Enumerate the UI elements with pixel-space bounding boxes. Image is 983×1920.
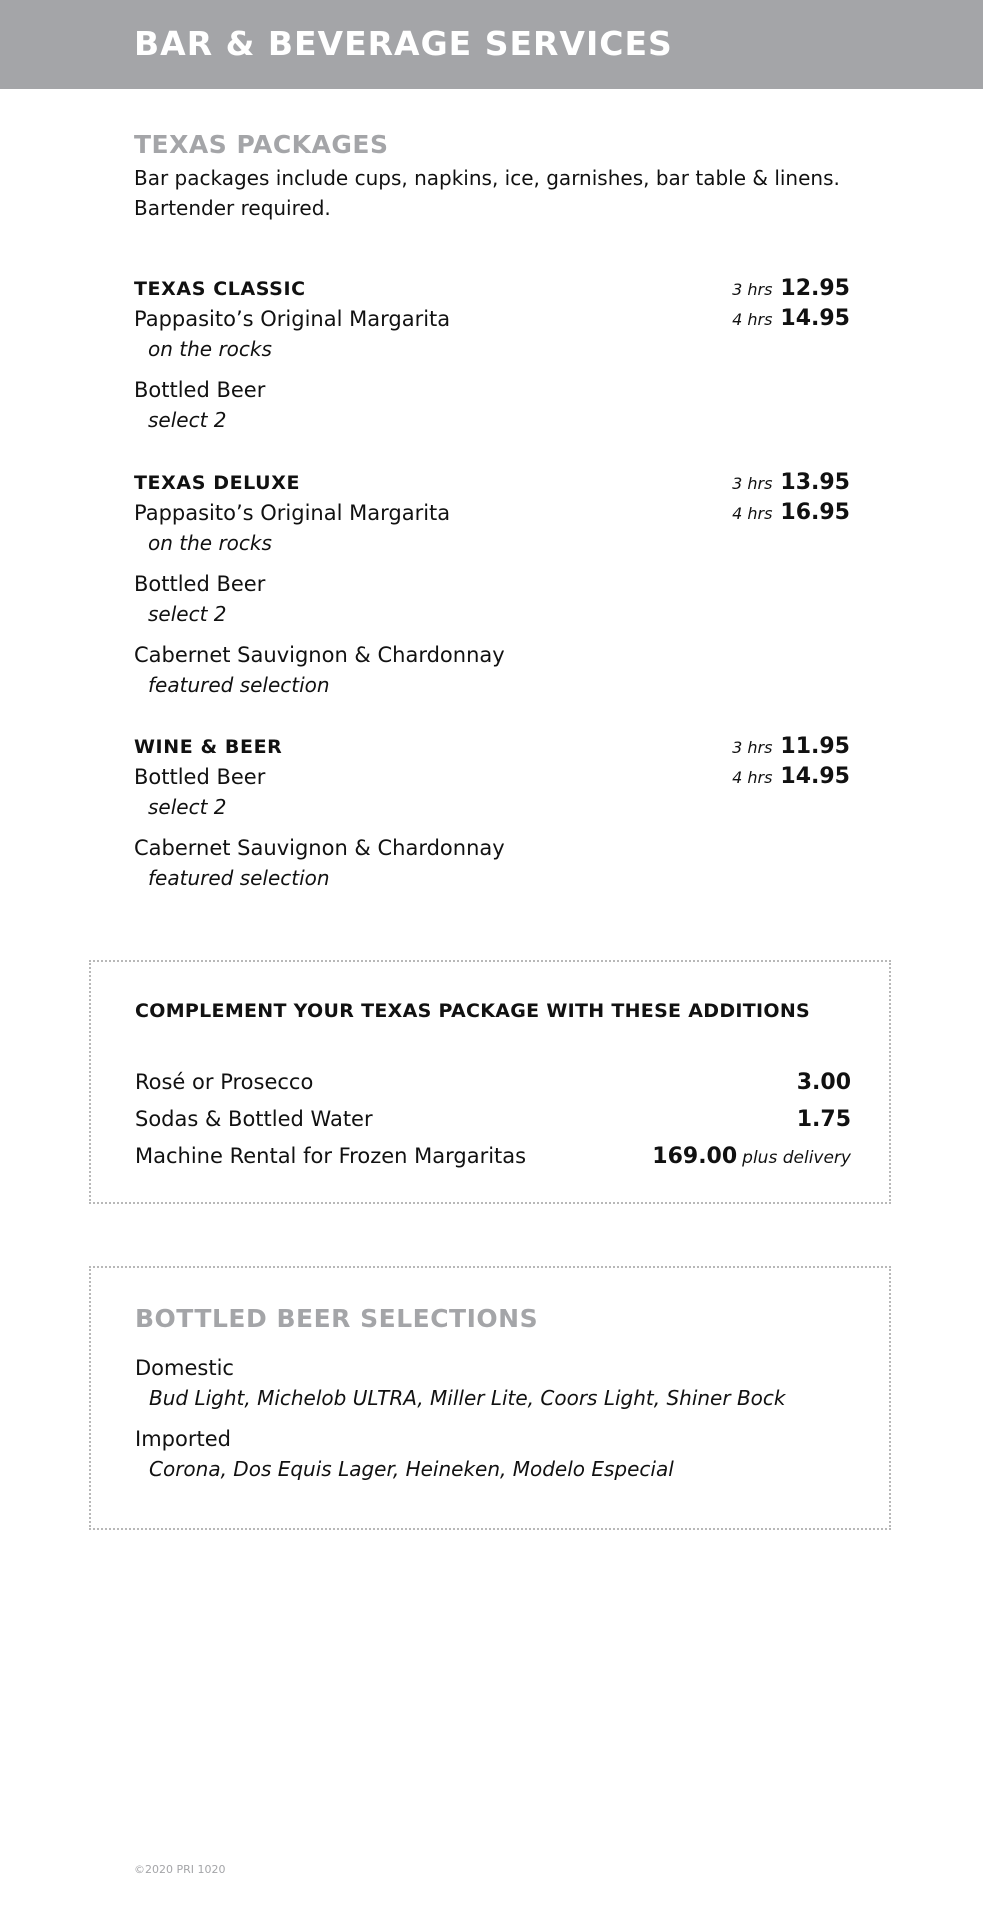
beer-group-list: Corona, Dos Equis Lager, Heineken, Modelo Especial: [149, 1457, 674, 1481]
addition-price: 1.75: [796, 1107, 851, 1132]
package-texas-classic: [134, 274, 850, 435]
hours-label: 4 hrs: [732, 768, 773, 787]
beer-group-list: Bud Light, Michelob ULTRA, Miller Lite, Coors Light, Shiner Bock: [149, 1386, 786, 1410]
beer-group-label: Imported: [135, 1427, 231, 1451]
additions-title: COMPLEMENT YOUR TEXAS PACKAGE WITH THESE ADDITIONS: [135, 1000, 811, 1022]
hours-label: 4 hrs: [732, 504, 773, 523]
package-item: Pappasito’s Original Margarita: [134, 307, 451, 331]
texas-packages-intro: [134, 130, 894, 223]
package-texas-deluxe: [134, 468, 850, 700]
header-bar: [0, 0, 983, 89]
package-item: Bottled Beer: [134, 765, 266, 789]
package-item-note: on the rocks: [148, 531, 272, 555]
package-prices: [732, 732, 850, 792]
price-row: [732, 732, 850, 762]
intro-text: [134, 163, 894, 223]
price-row: [732, 468, 850, 498]
intro-line: Bar packages include cups, napkins, ice, garnishes, bar table & linens.: [134, 166, 840, 190]
additions-box: [89, 960, 891, 1204]
package-item: Bottled Beer: [134, 572, 266, 596]
addition-label: Machine Rental for Frozen Margaritas: [135, 1144, 527, 1168]
beer-selections: [135, 1304, 851, 1484]
price-row: [732, 304, 850, 334]
price-row: [732, 274, 850, 304]
beer-selections-box: [89, 1266, 891, 1530]
package-prices: [732, 274, 850, 334]
package-wine-beer: [134, 732, 850, 893]
package-name: TEXAS CLASSIC: [134, 278, 306, 300]
package-item: Cabernet Sauvignon & Chardonnay: [134, 643, 505, 667]
package-item: Cabernet Sauvignon & Chardonnay: [134, 836, 505, 860]
addition-label: Rosé or Prosecco: [135, 1070, 314, 1094]
price: 14.95: [780, 306, 850, 331]
beer-title: BOTTLED BEER SELECTIONS: [135, 1304, 539, 1333]
hours-label: 3 hrs: [732, 738, 773, 757]
addition-item: [135, 1138, 851, 1174]
addition-item: [135, 1101, 851, 1137]
hours-label: 4 hrs: [732, 310, 773, 329]
package-item-note: featured selection: [148, 866, 330, 890]
addition-label: Sodas & Bottled Water: [135, 1107, 373, 1131]
page-title: BAR & BEVERAGE SERVICES: [134, 24, 673, 63]
price: 16.95: [780, 500, 850, 525]
intro-line: Bartender required.: [134, 196, 331, 220]
package-name: WINE & BEER: [134, 736, 283, 758]
addition-note: plus delivery: [742, 1148, 851, 1168]
package-prices: [732, 468, 850, 528]
addition-price: 3.00: [796, 1070, 851, 1095]
addition-price: 169.00: [652, 1144, 738, 1169]
price-row: [732, 762, 850, 792]
beer-group-label: Domestic: [135, 1356, 234, 1380]
copyright-footer: ©2020 PRI 1020: [134, 1863, 226, 1876]
package-item: Bottled Beer: [134, 378, 266, 402]
package-item-note: featured selection: [148, 673, 330, 697]
package-item-note: select 2: [148, 602, 227, 626]
package-item-note: on the rocks: [148, 337, 272, 361]
package-item-note: select 2: [148, 795, 227, 819]
package-item-note: select 2: [148, 408, 227, 432]
price: 11.95: [780, 734, 850, 759]
package-name: TEXAS DELUXE: [134, 472, 301, 494]
price-row: [732, 498, 850, 528]
hours-label: 3 hrs: [732, 474, 773, 493]
section-title: TEXAS PACKAGES: [134, 130, 389, 159]
addition-item: [135, 1064, 851, 1100]
price: 13.95: [780, 470, 850, 495]
price: 14.95: [780, 764, 850, 789]
package-item: Pappasito’s Original Margarita: [134, 501, 451, 525]
hours-label: 3 hrs: [732, 280, 773, 299]
price: 12.95: [780, 276, 850, 301]
